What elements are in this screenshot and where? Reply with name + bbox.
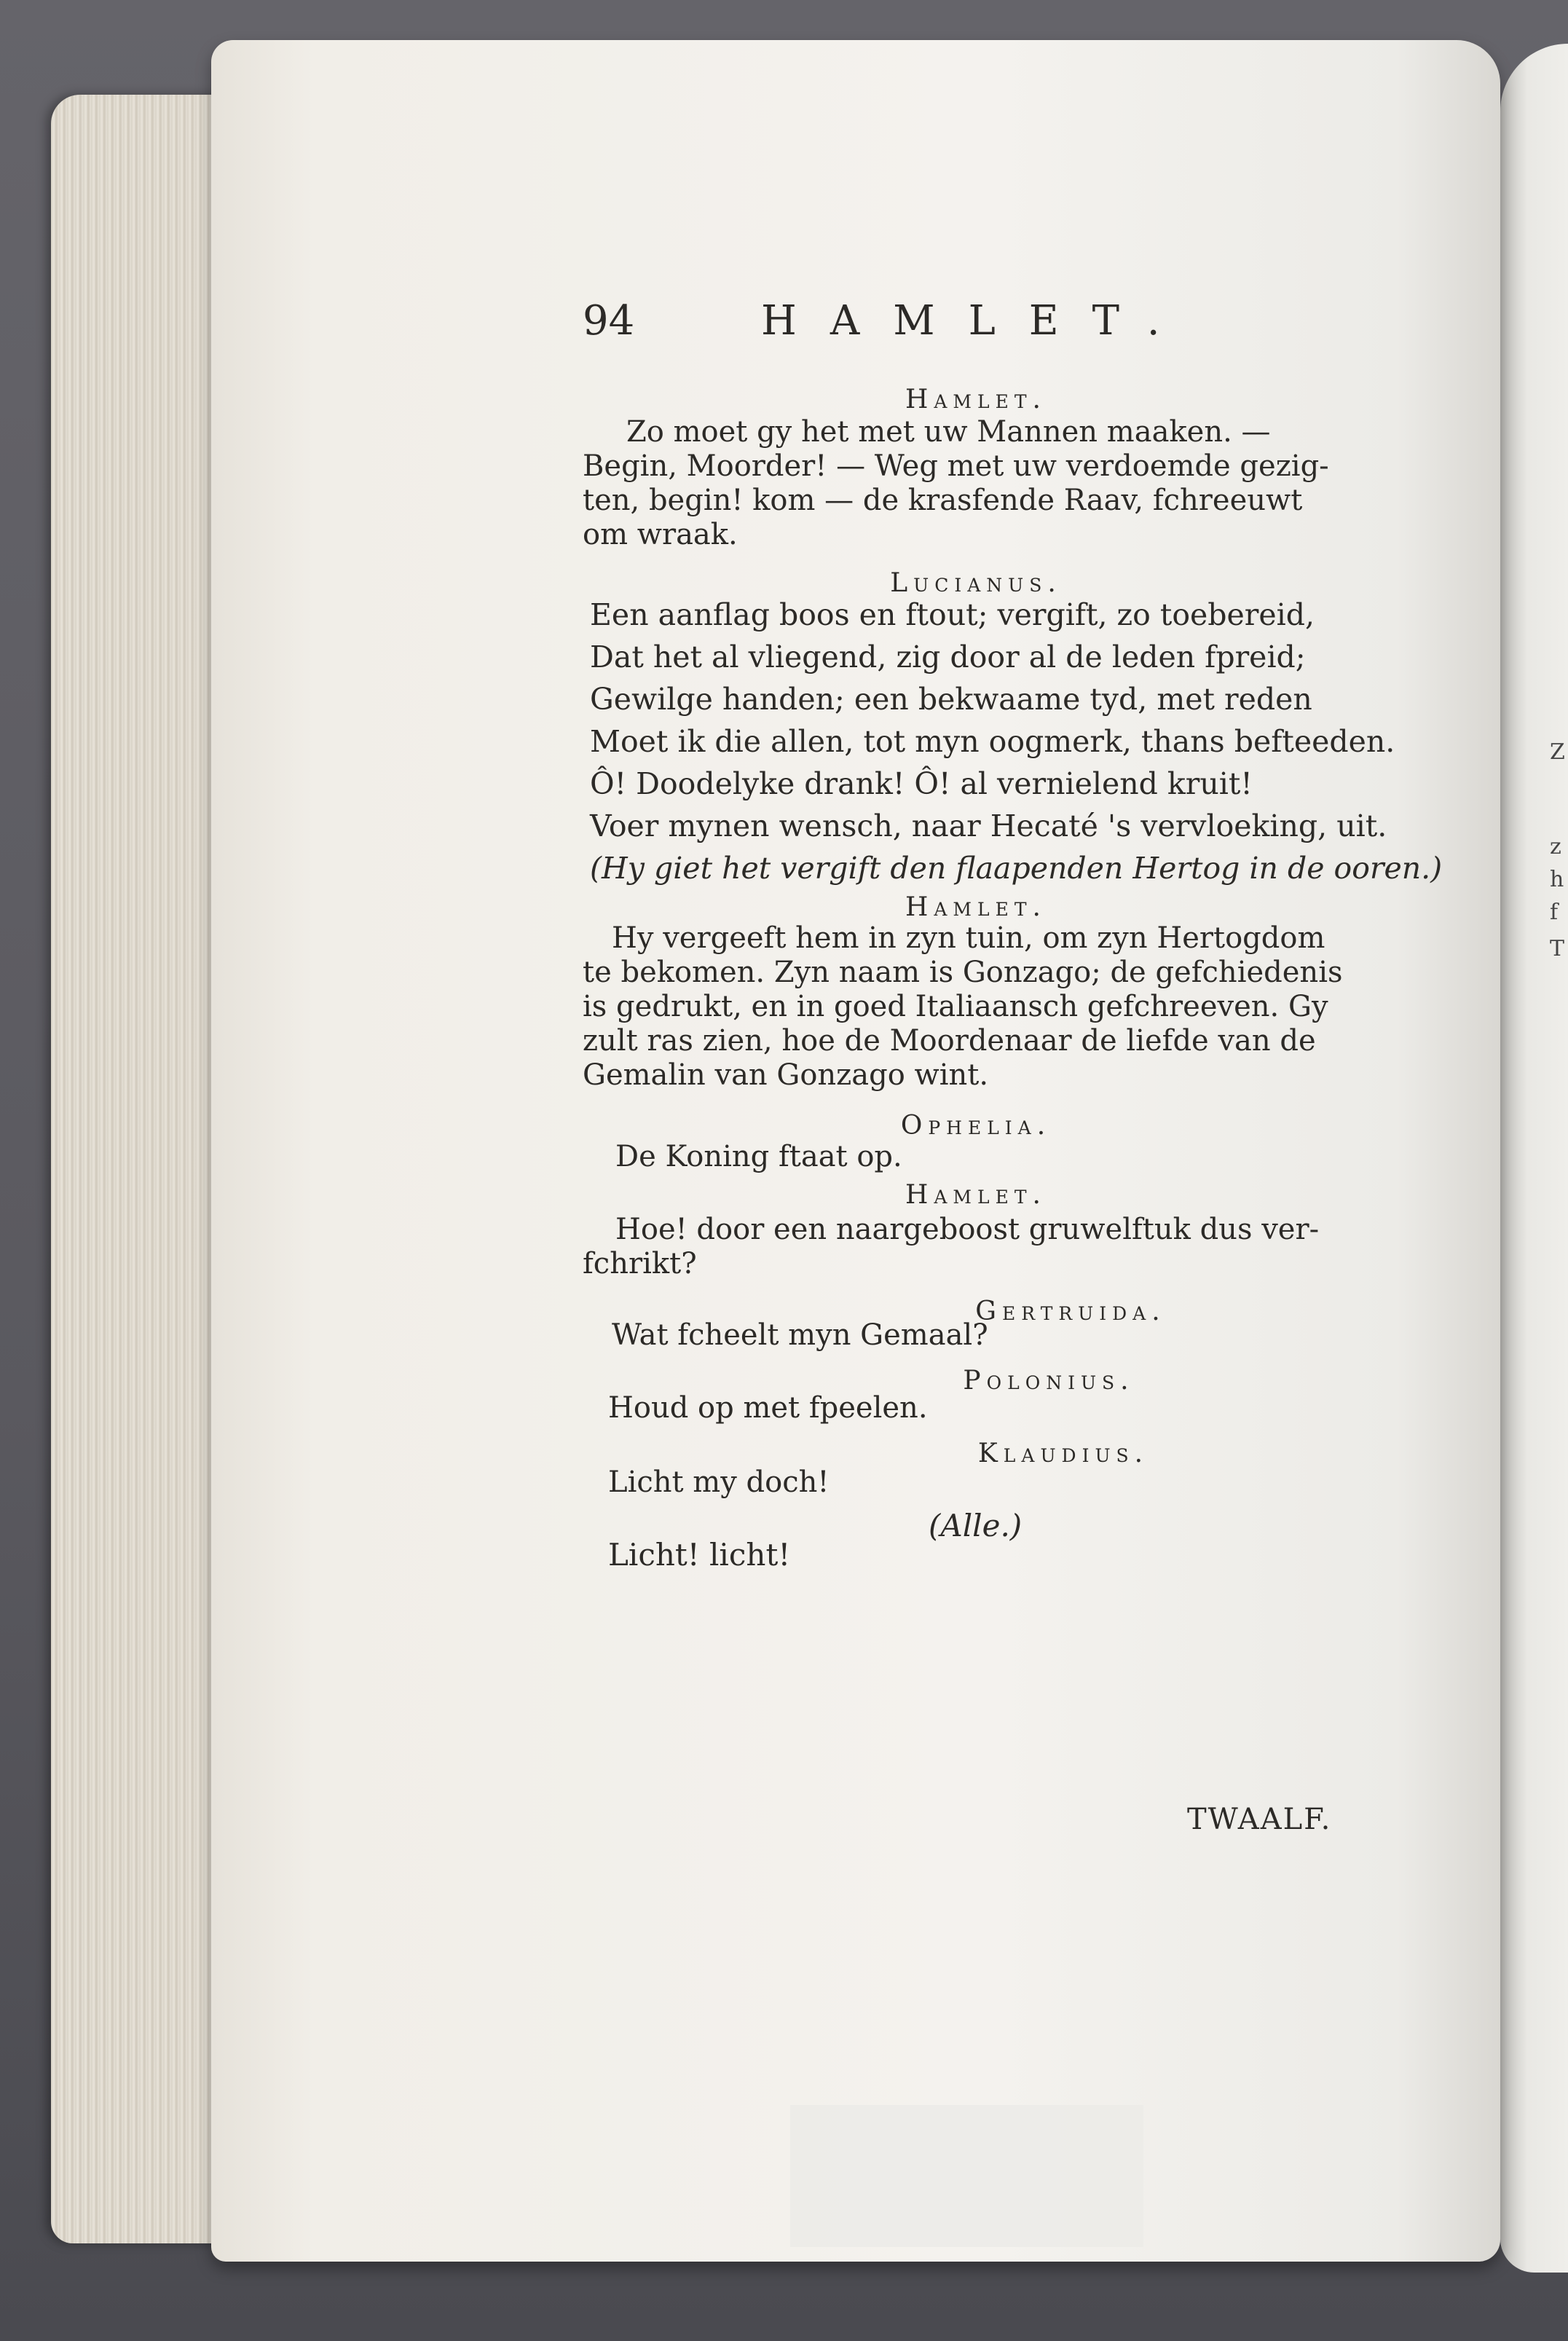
speech-block (583, 1318, 1391, 1353)
speech-line: Wat fcheelt myn Gemaal? (612, 1318, 988, 1352)
library-label-sticker (790, 2105, 1143, 2247)
facing-page-fragment: T (1550, 936, 1565, 961)
running-header (583, 297, 1318, 355)
facing-page-fragment: h (1550, 867, 1564, 892)
verse-line: Voer mynen wensch, naar Hecaté 's vervloeking, uit. (590, 808, 1387, 843)
speech-block (583, 1213, 1391, 1281)
page-number: 94 (583, 297, 635, 345)
speaker-heading: Polonius. (963, 1366, 1135, 1396)
catchword: TWAALF. (1187, 1803, 1332, 1836)
speech-block (583, 1465, 1391, 1500)
verse-line: Dat het al vliegend, zig door al de leden fpreid; (590, 640, 1306, 674)
speech-line: Houd op met fpeelen. (608, 1391, 928, 1425)
verse-line: Ô! Doodelyke drank! Ô! al vernielend kruit! (590, 766, 1253, 801)
speech-line: Begin, Moorder! — Weg met uw verdoemde gezig- (583, 449, 1329, 483)
facing-page-fragment: Z (1550, 739, 1565, 765)
speaker-heading: Gertruida. (975, 1297, 1166, 1326)
facing-page-fragment: f (1550, 900, 1559, 925)
speaker-heading: Hamlet. (905, 1180, 1047, 1210)
speech-line: Zo moet gy het met uw Mannen maaken. — (626, 415, 1271, 449)
speech-line: fchrikt? (583, 1247, 697, 1280)
speech-line: te bekomen. Zyn naam is Gonzago; de gefchiedenis (583, 956, 1343, 989)
stage-direction: (Alle.) (929, 1508, 1023, 1543)
speaker-heading: Lucianus. (890, 568, 1062, 598)
verse-block (590, 594, 1443, 889)
speech-line: zult ras zien, hoe de Moordenaar de liefde van de (583, 1024, 1316, 1058)
speech-line: Licht! licht! (608, 1537, 791, 1573)
speaker-heading: Klaudius. (977, 1439, 1149, 1468)
speaker-heading: Ophelia. (900, 1111, 1052, 1141)
speech-block (583, 415, 1391, 552)
speech-line: Licht my doch! (608, 1465, 830, 1499)
facing-page-fragment: z (1550, 834, 1561, 859)
speaker-heading: Hamlet. (905, 385, 1047, 414)
speech-line: Gemalin van Gonzago wint. (583, 1058, 989, 1092)
speech-line: om wraak. (583, 518, 738, 551)
running-title: HAMLET. (761, 297, 1194, 345)
speech-block (583, 1140, 1391, 1174)
speech-line: Hoe! door een naargeboost gruwelftuk dus ver- (615, 1213, 1320, 1246)
speech-line: ten, begin! kom — de krasfende Raav, fchreeuwt (583, 484, 1303, 517)
speech-line: Hy vergeeft hem in zyn tuin, om zyn Hertogdom (612, 921, 1325, 955)
verse-line: Een aanflag boos en ftout; vergift, zo toebereid, (590, 597, 1315, 632)
facing-page-edge (1500, 44, 1568, 2273)
stage-direction: (Hy giet het vergift den flaapenden Hertog in de ooren.) (590, 851, 1443, 886)
verse-line: Gewilge handen; een bekwaame tyd, met reden (590, 682, 1312, 717)
verse-line: Moet ik die allen, tot myn oogmerk, thans befteeden. (590, 724, 1395, 759)
speech-line: De Koning ftaat op. (615, 1140, 902, 1173)
speech-line: is gedrukt, en in goed Italiaansch gefchreeven. Gy (583, 990, 1328, 1023)
speech-block (583, 921, 1391, 1093)
speaker-heading: Hamlet. (905, 892, 1047, 922)
speech-block (583, 1391, 1391, 1425)
